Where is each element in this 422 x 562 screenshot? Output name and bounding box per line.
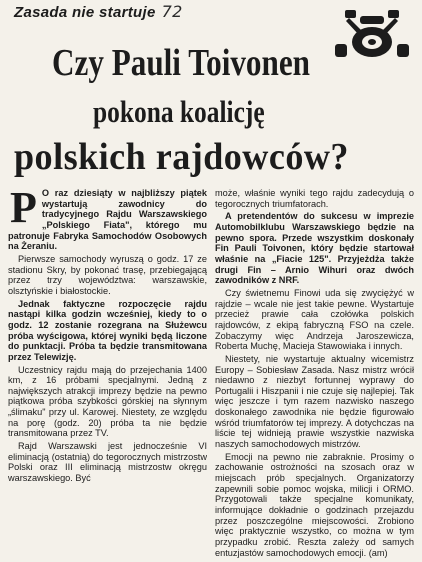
car-wheel-logo-icon bbox=[333, 6, 411, 62]
article-paragraph: Czy świetnemu Finowi uda się zwyciężyć w rajdzie – wcale nie jest takie pewne. Wystartuje przecież prawie cała czołówka polskich rajdowców, z ekipą fabryczną FSO na czele. Zobaczymy więc Andrzeja Jaroszewicza, Roberta Muchę, Macieja Stawowiaka i innych. bbox=[215, 287, 414, 352]
article-paragraph: Niestety, nie wystartuje aktualny wicemistrz Europy – Sobiesław Zasada. Nasz mistrz wrócił niedawno z niezbyt fortunnej wyprawy do Portugalii i Hiszpanii i nie czuje się najlepiej. Tak więc jeszcze i tym razem nazwisko naszego doskonałego zawodnika nie będzie figurowało wśród triumfatorów tej imprezy. A dotychczas na liście tej widnieją prawie wszystkie nazwiska naszych samochodowych mistrzów. bbox=[215, 353, 414, 450]
article-column-2 bbox=[215, 188, 414, 558]
article-body bbox=[8, 188, 414, 558]
lead-text: O raz dziesiąty w najbliższy piątek wystartują zawodnicy do tradycyjnego Rajdu Warszawskiego „Polskiego Fiata", którego mu patronuje Fabryka Samochodów Osobowych na Żeraniu. bbox=[8, 188, 207, 252]
article-column-1 bbox=[8, 188, 207, 558]
drop-cap: P bbox=[10, 188, 37, 232]
article-paragraph: może, właśnie wyniki tego rajdu zadecydują o tegorocznych triumfatorach. bbox=[215, 188, 414, 209]
headline-line-1: Czy Pauli Toivonen bbox=[52, 42, 311, 84]
article-paragraph: Emocji na pewno nie zabraknie. Prosimy o zachowanie ostrożności na szosach oraz w miejscach prób specjalnych. Organizatorzy zapewnili sobie pomoc wojska, milicji i ORMO. Przygotowali także specjalne komunikaty, informujące dokładnie o godzinach przejazdu przez poszczególne miejscowości. Zrobiono więc praktycznie wszystko, co można w tym przypadku zrobić. Reszta zależy od samych entuzjastów samochodowych emocji. (am) bbox=[215, 451, 414, 558]
kicker-line bbox=[14, 2, 183, 21]
headline-line-2: pokona koalicję bbox=[93, 94, 265, 129]
kicker-text: Zasada nie startuje bbox=[14, 4, 156, 21]
handwritten-number: 72 bbox=[161, 2, 183, 21]
headline-line-3: polskich rajdowców? bbox=[14, 136, 349, 178]
article-paragraph: Pierwsze samochody wyruszą o godz. 17 ze stadionu Skry, by pokonać trasę, przebiegającą przez trzy województwa: warszawskie, olsztyńskie i białostockie. bbox=[8, 253, 207, 296]
article-paragraph: Rajd Warszawski jest jednocześnie VI eliminacją (ostatnią) do tegorocznych mistrzostw Polski oraz III eliminacją mistrzostw okręgu warszawskiego. Być bbox=[8, 441, 207, 484]
article-paragraph: Uczestnicy rajdu mają do przejechania 1400 km, z 16 próbami specjalnymi. Jedną z największych atrakcji imprezy będzie na pewno piątkowa próba szybkości górskiej na słynnym „ślimaku" przy ul. Karowej. Niestety, ze względu na porę (godz. 20) próba ta nie będzie transmitowana przez TV. bbox=[8, 364, 207, 439]
article-paragraph: Jednak faktyczne rozpoczęcie rajdu nastąpi kilka godzin wcześniej, kiedy to o godz. 12 zostanie rozegrana na Służewcu próba wyścigowa, której wyniki będą liczone do punktacji. Próba ta będzie transmitowana przez Telewizję. bbox=[8, 298, 207, 362]
article-lead bbox=[8, 188, 207, 252]
article-paragraph: A pretendentów do sukcesu w imprezie Automobilklubu Warszawskiego będzie na pewno spora. Przede wszystkim doskonały Fin Pauli Toivonen, który będzie startował właśnie na „Fiacie 125". Przyjeżdża także drugi Fin – Arnio Wihuri oraz dwóch zawodników z NRF. bbox=[215, 211, 414, 286]
